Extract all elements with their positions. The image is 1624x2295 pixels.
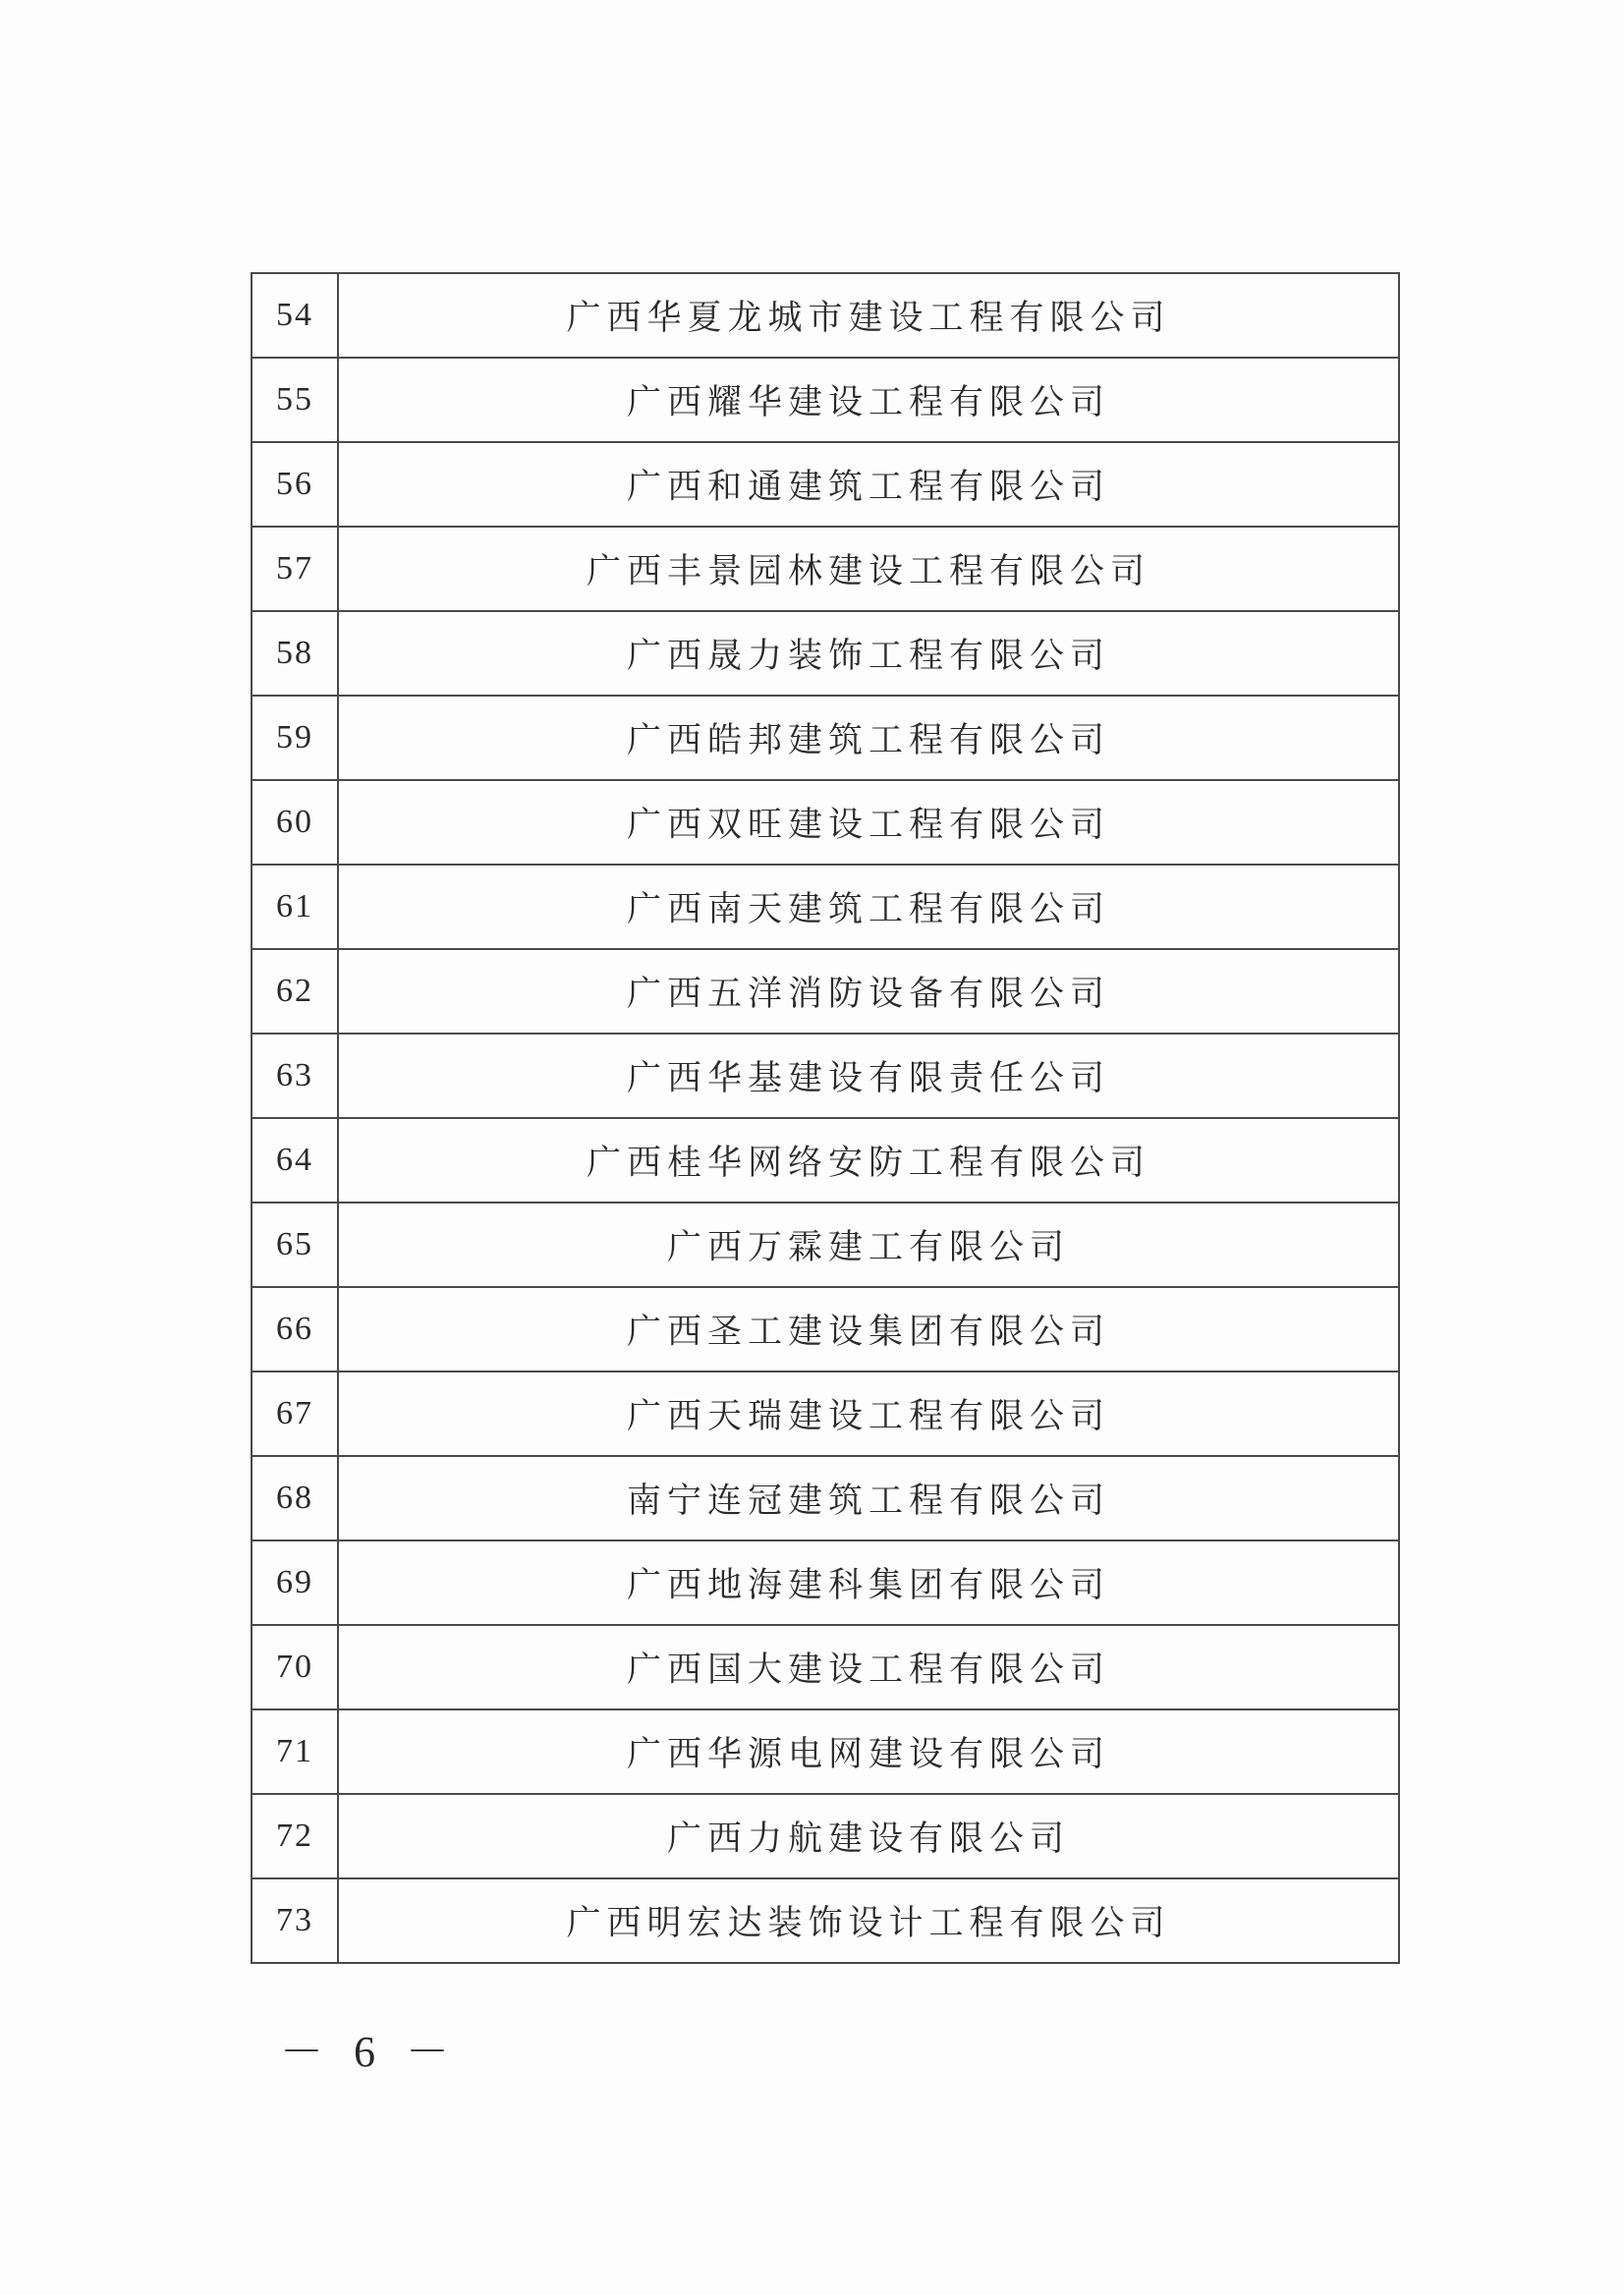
row-index: 64	[252, 1118, 338, 1203]
table-row	[252, 1540, 1399, 1625]
row-index: 55	[252, 358, 338, 442]
row-index: 56	[252, 442, 338, 527]
page-number: － 6 －	[280, 2028, 459, 2076]
table-row	[252, 1625, 1399, 1709]
row-index: 59	[252, 696, 338, 780]
table-row	[252, 1118, 1399, 1203]
company-name: 广西和通建筑工程有限公司	[338, 442, 1399, 527]
company-name: 广西华源电网建设有限公司	[338, 1709, 1399, 1794]
row-index: 63	[252, 1034, 338, 1118]
company-name: 广西双旺建设工程有限公司	[338, 780, 1399, 865]
table-row	[252, 1287, 1399, 1371]
company-name: 广西华夏龙城市建设工程有限公司	[338, 273, 1399, 358]
company-name: 广西晟力装饰工程有限公司	[338, 611, 1399, 696]
table-row	[252, 949, 1399, 1034]
company-name: 广西桂华网络安防工程有限公司	[338, 1118, 1399, 1203]
row-index: 73	[252, 1878, 338, 1963]
company-name: 广西明宏达装饰设计工程有限公司	[338, 1878, 1399, 1963]
table-row	[252, 1878, 1399, 1963]
company-name: 广西皓邦建筑工程有限公司	[338, 696, 1399, 780]
company-name: 广西圣工建设集团有限公司	[338, 1287, 1399, 1371]
company-name: 广西南天建筑工程有限公司	[338, 865, 1399, 949]
row-index: 62	[252, 949, 338, 1034]
row-index: 68	[252, 1456, 338, 1540]
row-index: 57	[252, 527, 338, 611]
row-index: 71	[252, 1709, 338, 1794]
company-list-body	[252, 273, 1399, 1963]
company-name: 广西丰景园林建设工程有限公司	[338, 527, 1399, 611]
row-index: 60	[252, 780, 338, 865]
table-row	[252, 1709, 1399, 1794]
company-name: 南宁连冠建筑工程有限公司	[338, 1456, 1399, 1540]
row-index: 58	[252, 611, 338, 696]
table-row	[252, 1034, 1399, 1118]
row-index: 54	[252, 273, 338, 358]
row-index: 67	[252, 1371, 338, 1456]
table-row	[252, 1456, 1399, 1540]
row-index: 70	[252, 1625, 338, 1709]
row-index: 61	[252, 865, 338, 949]
company-name: 广西万霖建工有限公司	[338, 1203, 1399, 1287]
company-name: 广西耀华建设工程有限公司	[338, 358, 1399, 442]
table-row	[252, 696, 1399, 780]
company-name: 广西华基建设有限责任公司	[338, 1034, 1399, 1118]
table-row	[252, 527, 1399, 611]
company-name: 广西国大建设工程有限公司	[338, 1625, 1399, 1709]
table-row	[252, 442, 1399, 527]
table-row	[252, 865, 1399, 949]
table-row	[252, 1794, 1399, 1878]
company-name: 广西地海建科集团有限公司	[338, 1540, 1399, 1625]
table-row	[252, 358, 1399, 442]
company-list-table	[251, 272, 1400, 1964]
row-index: 72	[252, 1794, 338, 1878]
table-row	[252, 611, 1399, 696]
company-name: 广西天瑞建设工程有限公司	[338, 1371, 1399, 1456]
company-name: 广西力航建设有限公司	[338, 1794, 1399, 1878]
table-row	[252, 1371, 1399, 1456]
row-index: 66	[252, 1287, 338, 1371]
row-index: 65	[252, 1203, 338, 1287]
table-row	[252, 273, 1399, 358]
table-row	[252, 780, 1399, 865]
company-name: 广西五洋消防设备有限公司	[338, 949, 1399, 1034]
row-index: 69	[252, 1540, 338, 1625]
table-row	[252, 1203, 1399, 1287]
